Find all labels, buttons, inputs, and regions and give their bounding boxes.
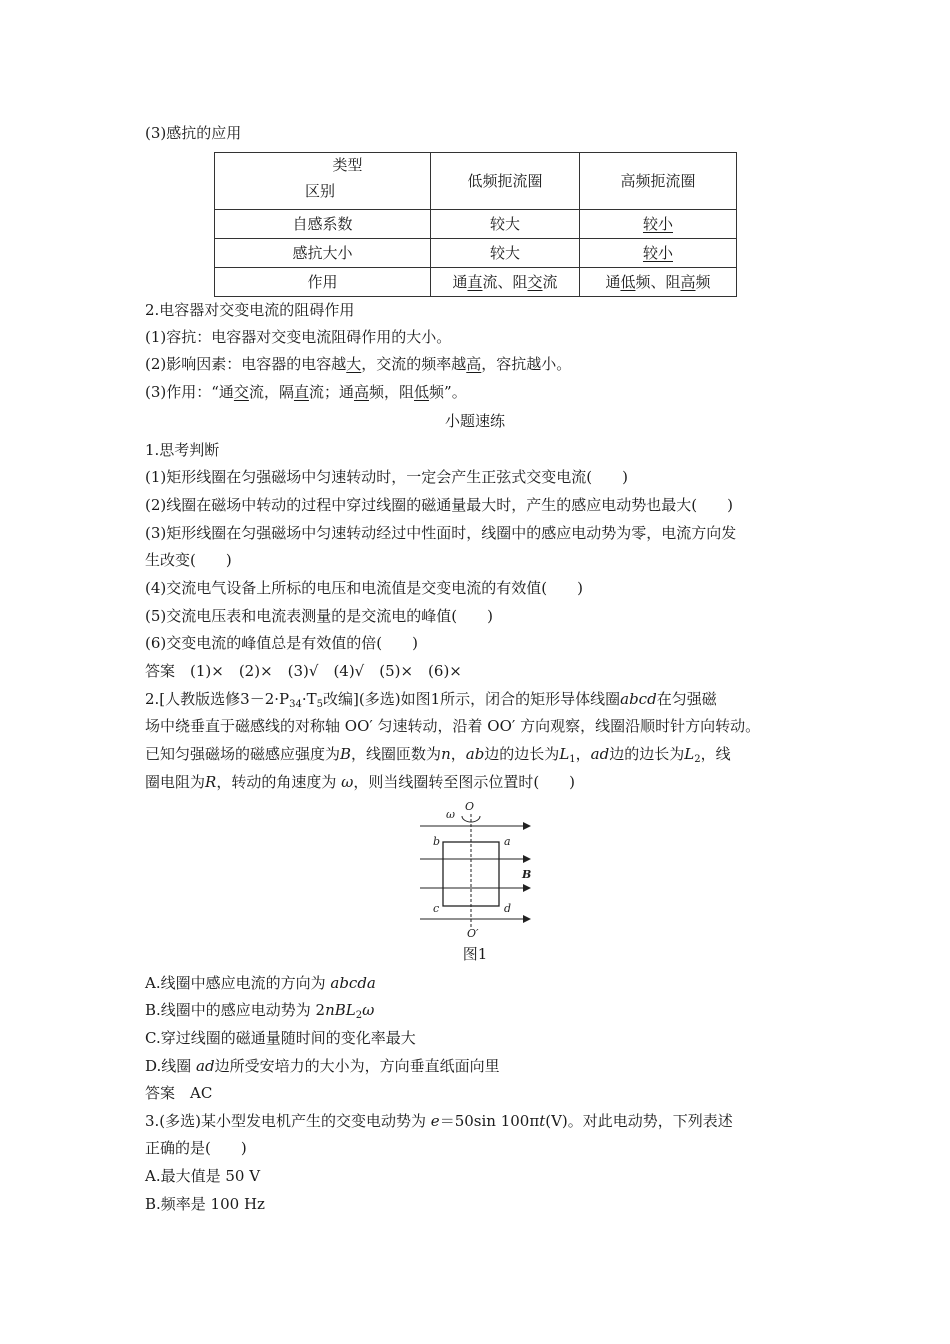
omega-label: ω — [446, 808, 455, 821]
cell: 通直流、阻交流 — [431, 268, 580, 297]
vertex-label-c: c — [433, 902, 440, 915]
q2-line3: 已知匀强磁场的磁感应强度为B，线圈匝数为n，ab边的边长为$L_1$，ad边的边长为$L_2$，线 — [145, 745, 731, 765]
q1-item: (3)矩形线圈在匀强磁场中匀速转动经过中性面时，线圈中的感应电动势为零，电流方向发 — [145, 524, 737, 542]
q1-answer: 答案 (1)× (2)× (3)√ (4)√ (5)× (6)× — [145, 662, 462, 680]
header-area: 区别 — [305, 182, 336, 200]
row-label: 自感系数 — [215, 210, 431, 239]
q2-line1: 2.[人教版选修$3-2\cdot P_{34}\cdot T_5$改编](多选)如图1所示，闭合的矩形导体线圈abcd在匀强磁 — [145, 690, 717, 710]
q1-title: 1.思考判断 — [145, 441, 220, 459]
q2-option-d: D.线圈 ad边所受安培力的大小为，方向垂直纸面向里 — [145, 1057, 500, 1075]
capacitor-p1: (1)容抗：电容器对交变电流阻碍作用的大小。 — [145, 328, 452, 346]
table-row — [215, 268, 737, 297]
cell: 较大 — [431, 239, 580, 268]
practice-title: 小题速练 — [444, 412, 505, 430]
axis-label-O-prime: O′ — [467, 927, 479, 940]
q3-line1: 3.(多选)某小型发电机产生的交变电动势为 e＝50sin 100πt(V)。对此电动势，下列表述 — [145, 1112, 733, 1130]
vertex-label-a: a — [504, 835, 511, 848]
q2-line2: 场中绕垂直于磁感线的对称轴 OO′ 匀速转动，沿着 OO′ 方向观察，线圈沿顺时针方向转动。 — [145, 717, 761, 735]
cell: 较大 — [431, 210, 580, 239]
header-low-freq-choke: 低频扼流圈 — [431, 153, 580, 210]
q1-item: (1)矩形线圈在匀强磁场中匀速转动时，一定会产生正弦式交变电流( ) — [145, 468, 628, 486]
table-row — [215, 210, 737, 239]
capacitor-p3: (3)作用：“通交流，隔直流；通高频，阻低频”。 — [145, 383, 467, 401]
section-heading-inductance-app: (3)感抗的应用 — [145, 124, 242, 142]
inductance-table — [214, 152, 737, 297]
q3-option-b: B.频率是 100 Hz — [145, 1195, 265, 1213]
header-type: 类型 — [332, 156, 363, 174]
vertex-label-b: b — [433, 835, 441, 848]
figure-caption: 图1 — [462, 945, 488, 963]
vertex-label-d: d — [504, 902, 512, 915]
coil-in-field-figure — [410, 800, 540, 940]
header-high-freq-choke: 高频扼流圈 — [580, 153, 737, 210]
q2-option-b: B.线圈中的感应电动势为 2nBL$_2$ω — [145, 1001, 375, 1021]
q3-line2: 正确的是( ) — [145, 1139, 247, 1157]
q1-item: 生改变( ) — [145, 551, 232, 569]
capacitor-title: 2.电容器对交变电流的阻碍作用 — [145, 301, 355, 319]
q1-item: (2)线圈在磁场中转动的过程中穿过线圈的磁通量最大时，产生的感应电动势也最大( ) — [145, 496, 733, 514]
q2-option-a: A.线圈中感应电流的方向为 abcda — [145, 974, 376, 992]
cell: 较小 — [580, 239, 737, 268]
field-label-B: B — [522, 868, 532, 881]
cell: 通低频、阻高频 — [580, 268, 737, 297]
axis-label-O: O — [465, 800, 475, 813]
capacitor-p2: (2)影响因素：电容器的电容越大，交流的频率越高，容抗越小。 — [145, 355, 572, 373]
q2-answer: 答案 AC — [145, 1084, 213, 1102]
table-row — [215, 239, 737, 268]
q2-option-c: C.穿过线圈的磁通量随时间的变化率最大 — [145, 1029, 416, 1047]
q2-line4: 圈电阻为R，转动的角速度为 ω，则当线圈转至图示位置时( ) — [145, 773, 576, 791]
table-diagonal-header — [215, 153, 431, 210]
row-label: 作用 — [215, 268, 431, 297]
cell: 较小 — [580, 210, 737, 239]
row-label: 感抗大小 — [215, 239, 431, 268]
q1-item: (4)交流电气设备上所标的电压和电流值是交变电流的有效值( ) — [145, 579, 583, 597]
q3-option-a: A.最大值是 50 V — [145, 1167, 261, 1185]
q1-item: (6)交变电流的峰值总是有效值的倍( ) — [145, 634, 418, 652]
q1-item: (5)交流电压表和电流表测量的是交流电的峰值( ) — [145, 607, 493, 625]
